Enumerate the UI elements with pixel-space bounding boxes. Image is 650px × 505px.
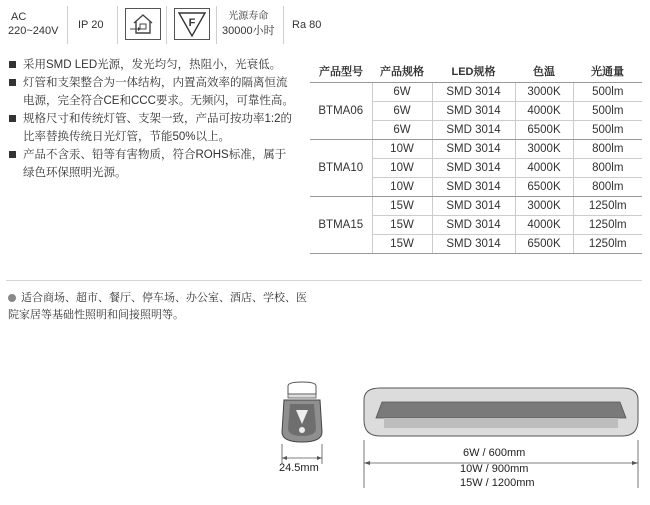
table-row: BTMA06 6W SMD 3014 3000K 500lm	[310, 83, 642, 102]
table-row: 10W SMD 3014 4000K 800lm	[310, 159, 642, 178]
length-dimension: 6W / 600mm	[463, 447, 526, 459]
lifetime-value: 30000小时	[222, 25, 275, 37]
spec-divider	[67, 6, 68, 44]
length-dimension: 15W / 1200mm	[460, 477, 535, 489]
model-cell: BTMA10	[310, 140, 372, 197]
header-flux: 光通量	[573, 62, 642, 83]
table-row: 10W SMD 3014 6500K 800lm	[310, 178, 642, 197]
table-row: BTMA15 15W SMD 3014 3000K 1250lm	[310, 197, 642, 216]
feature-text: 灯管和支架整合为一体结构，内置高效率的隔离恒流电源，完全符合CE和CCC要求。无频闪，可靠性高。	[23, 77, 294, 107]
applications-text: 适合商场、超市、餐厅、停车场、办公室、酒店、学校、医院家居等基础性照明和间接照明等。	[8, 292, 307, 321]
f-mark-triangle-icon	[174, 8, 210, 40]
ra-spec: Ra 80	[292, 19, 322, 31]
table-header-row	[310, 62, 642, 83]
house-class-icon	[125, 8, 161, 40]
bullet-dot-icon	[8, 294, 16, 302]
feature-text: 产品不含汞、铅等有害物质，符合ROHS标准，属于绿色环保照明光源。	[23, 149, 287, 179]
lifetime-spec	[222, 10, 275, 38]
header-led: LED规格	[432, 62, 515, 83]
table-row: BTMA10 10W SMD 3014 3000K 800lm	[310, 140, 642, 159]
header-model: 产品型号	[310, 62, 372, 83]
table-row: 6W SMD 3014 4000K 500lm	[310, 102, 642, 121]
spec-divider	[117, 6, 118, 44]
applications-note	[8, 290, 308, 324]
spec-divider	[216, 6, 217, 44]
svg-text:F: F	[188, 17, 196, 29]
feature-item	[6, 146, 296, 182]
table-row: 15W SMD 3014 6500K 1250lm	[310, 235, 642, 254]
table-row: 15W SMD 3014 4000K 1250lm	[310, 216, 642, 235]
section-divider	[6, 280, 642, 281]
model-cell: BTMA06	[310, 83, 372, 140]
header-spec: 产品规格	[372, 62, 432, 83]
voltage-line1: AC	[11, 11, 27, 23]
feature-text: 规格尺寸和传统灯管、支架一致，产品可按功率1:2的比率替换传统日光灯管，节能50%以上。	[23, 113, 292, 143]
voltage-line2: 220~240V	[8, 25, 59, 37]
feature-item	[6, 56, 296, 74]
feature-item	[6, 74, 296, 110]
lifetime-label: 光源寿命	[228, 11, 269, 22]
header-cct: 色温	[515, 62, 573, 83]
feature-list	[6, 56, 296, 182]
width-dimension: 24.5mm	[279, 462, 319, 474]
length-dimension: 10W / 900mm	[460, 463, 529, 475]
spec-divider	[283, 6, 284, 44]
voltage-spec	[8, 10, 58, 38]
ip-rating: IP 20	[78, 19, 104, 31]
table-row: 6W SMD 3014 6500K 500lm	[310, 121, 642, 140]
feature-item	[6, 110, 296, 146]
product-spec-table	[310, 62, 642, 254]
spec-divider	[166, 6, 167, 44]
model-cell: BTMA15	[310, 197, 372, 254]
feature-text: 采用SMD LED光源，发光均匀，热阻小，光衰低。	[23, 59, 282, 71]
